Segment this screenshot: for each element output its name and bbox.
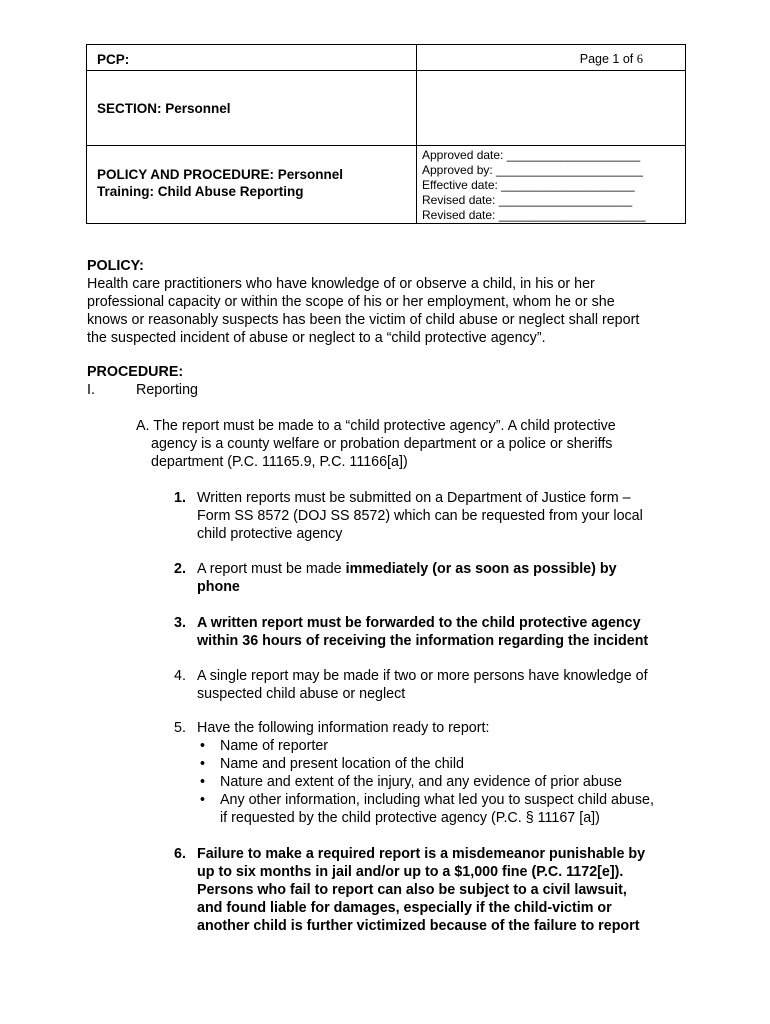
bullet-line: if requested by the child protective agency (P.C. § 11167 [a]) bbox=[220, 810, 600, 826]
section-cell bbox=[87, 71, 417, 146]
item-line: within 36 hours of receiving the information regarding the incident bbox=[197, 633, 649, 649]
bullet-item: • Nature and extent of the injury, and any evidence of prior abuse bbox=[197, 773, 674, 791]
policy-heading: POLICY: bbox=[87, 258, 144, 274]
policy-line: the suspected incident of abuse or neglect to a “child protective agency”. bbox=[87, 330, 546, 346]
effective-date-line: Effective date: ____________________ bbox=[422, 178, 635, 192]
item-line: suspected child abuse or neglect bbox=[197, 686, 406, 702]
revised-date-line-1: Revised date: ____________________ bbox=[422, 193, 633, 207]
subsection-a-line: A. The report must be made to a “child protective agency”. A child protective bbox=[136, 418, 616, 434]
item-line: Failure to make a required report is a misdemeanor punishable by bbox=[197, 846, 646, 862]
list-item-2 bbox=[174, 560, 674, 596]
item-text bbox=[197, 719, 674, 827]
item-number: 6. bbox=[174, 846, 186, 862]
item-line: up to six months in jail and/or up to a $1,000 fine (P.C. 1172[e]). bbox=[197, 864, 624, 880]
policy-title-line1: POLICY AND PROCEDURE: Personnel bbox=[97, 167, 344, 182]
bullet-item: • Name and present location of the child bbox=[197, 755, 674, 773]
item-line: child protective agency bbox=[197, 526, 343, 542]
page-label: Page 1 of bbox=[579, 52, 634, 66]
header-table bbox=[86, 44, 686, 224]
policy-title-line2: Training: Child Abuse Reporting bbox=[97, 184, 304, 199]
policy-line: professional capacity or within the scope of his or her employment, whom he or she bbox=[87, 294, 615, 310]
pcp-cell bbox=[87, 45, 417, 71]
item-line: phone bbox=[197, 579, 240, 595]
item-text bbox=[197, 845, 674, 935]
item-line: A written report must be forwarded to the child protective agency bbox=[197, 615, 641, 631]
item2-plain: A report must be made bbox=[197, 561, 346, 577]
item5-intro: Have the following information ready to report: bbox=[197, 720, 490, 736]
pcp-label: PCP: bbox=[97, 52, 130, 67]
policy-line: Health care practitioners who have knowledge of or observe a child, in his or her bbox=[87, 276, 595, 292]
list-item-1 bbox=[174, 489, 674, 543]
list-item-3 bbox=[174, 614, 674, 650]
list-item-6 bbox=[174, 845, 674, 935]
page-number-cell bbox=[417, 45, 686, 71]
list-item-4 bbox=[174, 667, 674, 703]
blank-cell bbox=[417, 71, 686, 146]
section-number: I. bbox=[87, 382, 95, 398]
item-number: 1. bbox=[174, 490, 186, 506]
page-total: 6 bbox=[636, 52, 643, 66]
subsection-a-line: agency is a county welfare or probation department or a police or sheriffs bbox=[151, 436, 613, 452]
info-bullet-list bbox=[197, 737, 674, 827]
policy-title-cell bbox=[87, 146, 417, 224]
bullet-item: • Name of reporter bbox=[197, 737, 674, 755]
item-number: 5. bbox=[174, 720, 186, 736]
item-number: 3. bbox=[174, 615, 186, 631]
policy-title bbox=[97, 146, 416, 200]
item-text bbox=[197, 489, 674, 543]
approved-date-line: Approved date: ____________________ bbox=[422, 148, 641, 162]
item-line: A single report may be made if two or more persons have knowledge of bbox=[197, 668, 648, 684]
procedure-heading: PROCEDURE: bbox=[87, 364, 184, 380]
section-title: SECTION: Personnel bbox=[97, 101, 231, 116]
section-reporting-title: Reporting bbox=[136, 382, 198, 398]
item-line: Written reports must be submitted on a Department of Justice form – bbox=[197, 490, 631, 506]
item-number: 4. bbox=[174, 668, 186, 684]
revised-date-line-2: Revised date: ______________________ bbox=[422, 208, 646, 222]
policy-line: knows or reasonably suspects has been the victim of child abuse or neglect shall report bbox=[87, 312, 640, 328]
policy-paragraph bbox=[87, 275, 687, 347]
bullet-line: • Any other information, including what led you to suspect child abuse, bbox=[220, 792, 654, 808]
item-text bbox=[197, 614, 674, 650]
item-line: Form SS 8572 (DOJ SS 8572) which can be requested from your local bbox=[197, 508, 643, 524]
item-line: and found liable for damages, especially if the child-victim or bbox=[197, 900, 612, 916]
subsection-a bbox=[136, 417, 696, 471]
subsection-a-line: department (P.C. 11165.9, P.C. 11166[a]) bbox=[151, 454, 408, 470]
bullet-item bbox=[197, 791, 674, 827]
item-text bbox=[197, 560, 674, 596]
item-line bbox=[197, 560, 674, 578]
item-line: Persons who fail to report can also be subject to a civil lawsuit, bbox=[197, 882, 627, 898]
list-item-5 bbox=[174, 719, 674, 827]
approvals-cell bbox=[417, 146, 686, 224]
item-line: another child is further victimized because of the failure to report bbox=[197, 918, 640, 934]
approved-by-line: Approved by: ______________________ bbox=[422, 163, 643, 177]
item2-bold: immediately (or as soon as possible) by bbox=[345, 561, 617, 577]
item-text bbox=[197, 667, 674, 703]
item-number: 2. bbox=[174, 561, 186, 577]
